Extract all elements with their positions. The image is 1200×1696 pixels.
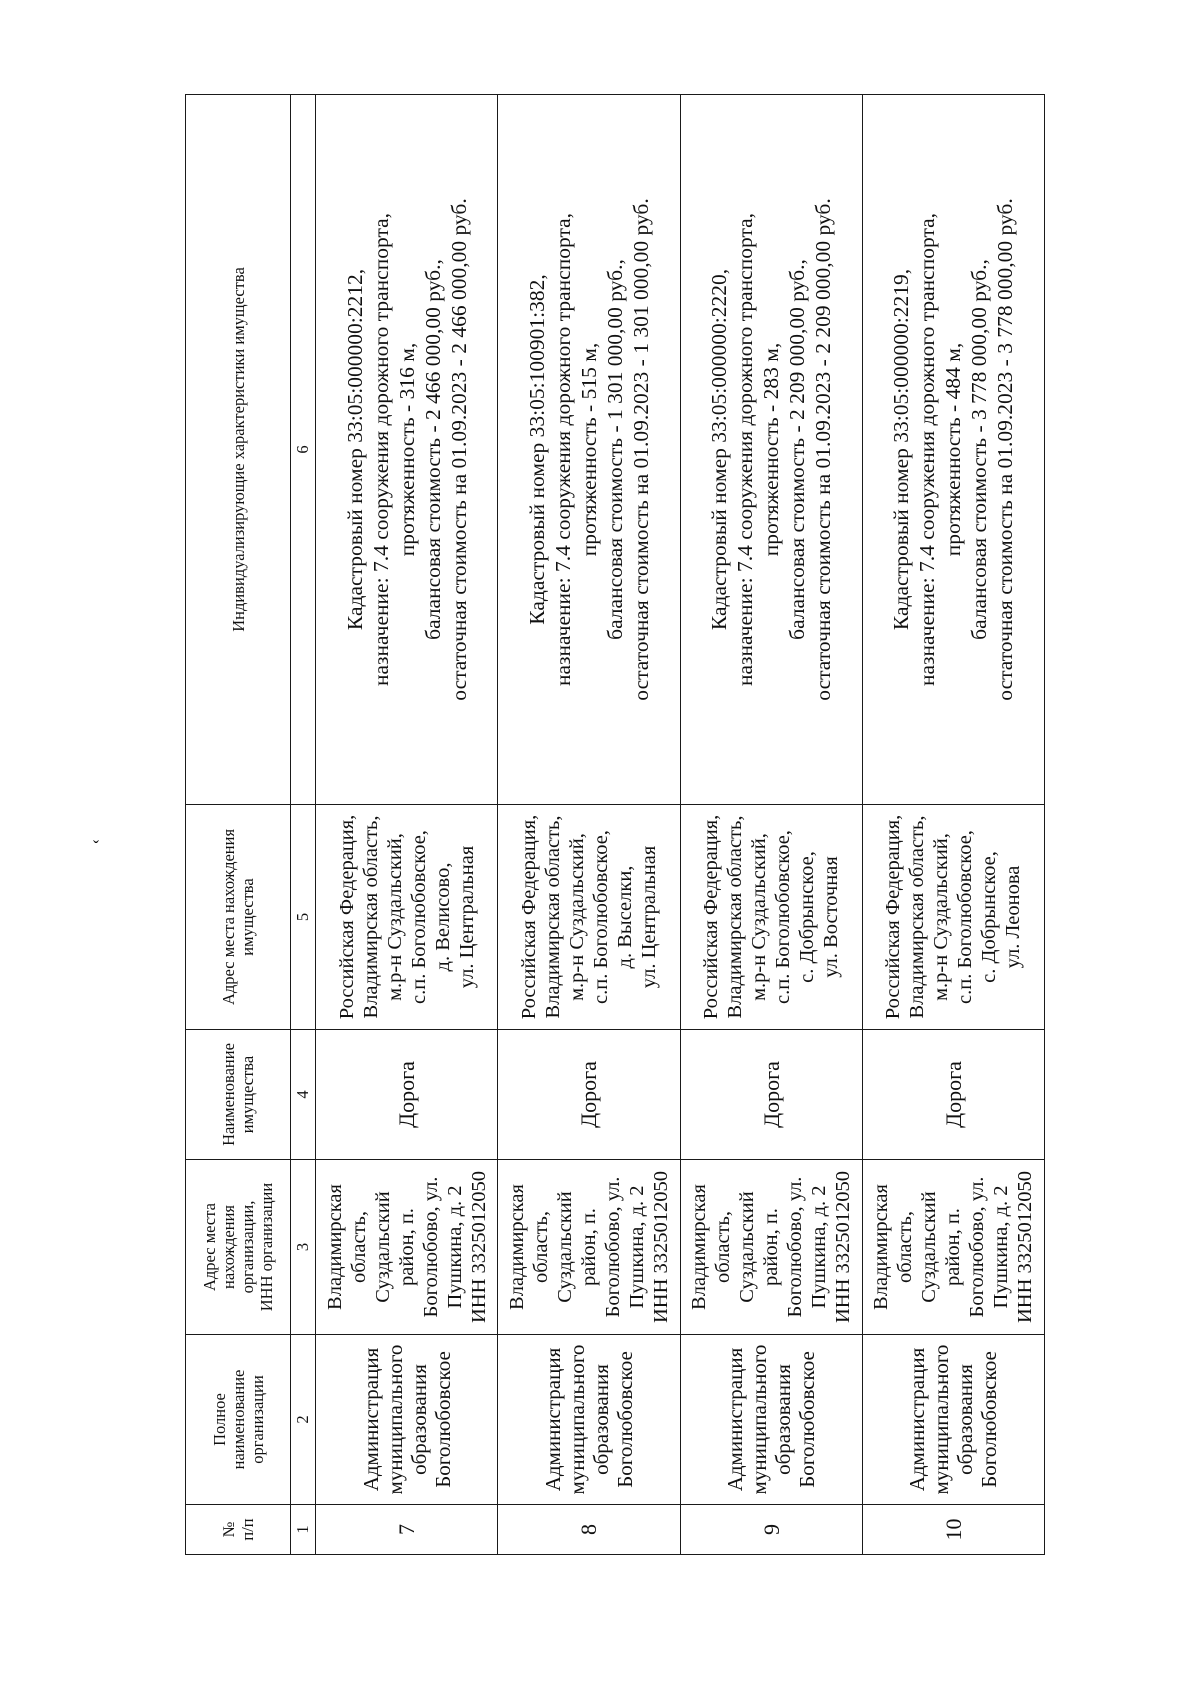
- organization-address: [498, 1160, 680, 1335]
- text-line: Владимирская область,: [724, 815, 747, 1019]
- text-line: Администрация: [358, 1347, 383, 1492]
- text-line: район, п.: [577, 1208, 600, 1286]
- organization-name: [316, 1335, 498, 1505]
- text-line: Владимирская область,: [359, 815, 382, 1019]
- text-line: Кадастровый номер 33:05:000000:2212,: [342, 268, 367, 631]
- text-line: район, п.: [942, 1208, 965, 1286]
- text-line: ул. Центральная: [455, 845, 478, 989]
- text-line: Пушкина, д. 2: [625, 1185, 648, 1309]
- header-cell: [186, 1505, 291, 1555]
- table-row: [680, 95, 862, 1555]
- property-characteristics: [680, 95, 862, 805]
- text-line: Российская Федерация,: [335, 814, 358, 1020]
- text-line: муниципального: [747, 1344, 772, 1495]
- organization-name: [680, 1335, 862, 1505]
- text-line: Суздальский: [918, 1191, 941, 1303]
- text-line: протяженность - 283 м,: [759, 342, 784, 557]
- property-name: Дорога: [862, 1030, 1044, 1160]
- property-address: [316, 805, 498, 1030]
- text-line: Российская Федерация,: [700, 814, 723, 1020]
- text-line: м.р-н Суздальский,: [565, 833, 588, 1001]
- text-line: Пушкина, д. 2: [443, 1185, 466, 1309]
- property-characteristics: [316, 95, 498, 805]
- header-cell: [186, 1335, 291, 1505]
- header-line: Полное: [209, 1393, 229, 1446]
- column-number: 6: [291, 95, 316, 805]
- table-row: [316, 95, 498, 1555]
- text-line: Кадастровый номер 33:05:000000:2220,: [707, 268, 732, 631]
- text-line: назначение: 7.4 сооружения дорожного транспорта,: [915, 212, 940, 687]
- organization-name: [862, 1335, 1044, 1505]
- text-line: ул. Восточная: [820, 856, 843, 978]
- text-line: балансовая стоимость - 2 209 000,00 руб.,: [785, 259, 810, 640]
- text-line: протяженность - 316 м,: [394, 342, 419, 557]
- row-number: 9: [680, 1505, 862, 1555]
- text-line: Владимирская область,: [541, 815, 564, 1019]
- text-line: область,: [894, 1210, 917, 1284]
- text-line: область,: [529, 1210, 552, 1284]
- text-line: с.п. Боголюбовское,: [954, 830, 977, 1004]
- text-line: область,: [347, 1210, 370, 1284]
- text-line: д. Выселки,: [613, 865, 636, 969]
- row-number: 7: [316, 1505, 498, 1555]
- text-line: назначение: 7.4 сооружения дорожного транспорта,: [733, 212, 758, 687]
- text-line: назначение: 7.4 сооружения дорожного транспорта,: [368, 212, 393, 687]
- header-cell: [186, 805, 291, 1030]
- organization-name: [498, 1335, 680, 1505]
- property-address: [680, 805, 862, 1030]
- header-line: Адрес места: [200, 1203, 219, 1291]
- text-line: Боголюбовское: [977, 1351, 1002, 1488]
- text-line: Боголюбово, ул.: [784, 1176, 807, 1318]
- column-number: 5: [291, 805, 316, 1030]
- header-cell: [186, 95, 291, 805]
- text-line: балансовая стоимость - 3 778 000,00 руб.,: [967, 259, 992, 640]
- text-line: Администрация: [723, 1347, 748, 1492]
- header-line: Индивидуализирующие характеристики имущества: [228, 267, 248, 632]
- text-line: остаточная стоимость на 01.09.2023 - 1 301 000,00 руб.: [628, 198, 653, 701]
- text-line: образования: [406, 1364, 431, 1475]
- text-line: Пушкина, д. 2: [808, 1185, 831, 1309]
- property-name: Дорога: [316, 1030, 498, 1160]
- text-line: Кадастровый номер 33:05:100901:382,: [524, 274, 549, 625]
- text-line: Боголюбовское: [612, 1351, 637, 1488]
- text-line: район, п.: [395, 1208, 418, 1286]
- text-line: остаточная стоимость на 01.09.2023 - 2 209 000,00 руб.: [811, 198, 836, 701]
- header-line: Адрес места нахождения: [219, 828, 238, 1006]
- text-line: Боголюбовское: [795, 1351, 820, 1488]
- page-mark: ˇ: [93, 837, 99, 857]
- text-line: протяженность - 515 м,: [576, 342, 601, 557]
- property-name: Дорога: [498, 1030, 680, 1160]
- column-number: 2: [291, 1335, 316, 1505]
- text-line: ул. Центральная: [637, 845, 660, 989]
- property-characteristics: [498, 95, 680, 805]
- text-line: Пушкина, д. 2: [990, 1185, 1013, 1309]
- text-line: муниципального: [564, 1344, 589, 1495]
- header-line: №: [219, 1521, 238, 1538]
- rotated-page-content: [185, 95, 1045, 1555]
- header-cell: [186, 1160, 291, 1335]
- text-line: область,: [712, 1210, 735, 1284]
- text-line: с.п. Боголюбовское,: [407, 830, 430, 1004]
- text-line: м.р-н Суздальский,: [748, 833, 771, 1001]
- text-line: остаточная стоимость на 01.09.2023 - 2 466 000,00 руб.: [446, 198, 471, 701]
- header-line: Наименование: [219, 1043, 238, 1146]
- text-line: Боголюбовское: [430, 1351, 455, 1488]
- property-characteristics: [862, 95, 1044, 805]
- text-line: назначение: 7.4 сооружения дорожного транспорта,: [550, 212, 575, 687]
- header-line: имущества: [238, 878, 257, 956]
- text-line: Суздальский: [371, 1191, 394, 1303]
- text-line: с.п. Боголюбовское,: [772, 830, 795, 1004]
- text-line: ИНН 3325012050: [1014, 1170, 1037, 1324]
- text-line: ул. Леонова: [1002, 865, 1025, 969]
- text-line: образования: [953, 1364, 978, 1475]
- header-line: организации,: [238, 1200, 257, 1294]
- text-line: Владимирская: [870, 1184, 893, 1310]
- text-line: Администрация: [905, 1347, 930, 1492]
- text-line: Администрация: [540, 1347, 565, 1492]
- text-line: Суздальский: [553, 1191, 576, 1303]
- text-line: Российская Федерация,: [882, 814, 905, 1020]
- property-address: [862, 805, 1044, 1030]
- text-line: Владимирская: [505, 1184, 528, 1310]
- table-header-row: [186, 95, 291, 1555]
- property-name: Дорога: [680, 1030, 862, 1160]
- header-line: п/п: [238, 1518, 257, 1541]
- text-line: остаточная стоимость на 01.09.2023 - 3 778 000,00 руб.: [993, 198, 1018, 701]
- text-line: Владимирская область,: [906, 815, 929, 1019]
- text-line: Владимирская: [688, 1184, 711, 1310]
- property-address: [498, 805, 680, 1030]
- property-table: [185, 94, 1045, 1555]
- header-line: наименование: [228, 1369, 248, 1470]
- text-line: балансовая стоимость - 2 466 000,00 руб.,: [420, 259, 445, 640]
- text-line: Владимирская: [323, 1184, 346, 1310]
- organization-address: [862, 1160, 1044, 1335]
- header-line: нахождения: [219, 1205, 238, 1289]
- text-line: Боголюбово, ул.: [601, 1176, 624, 1318]
- header-line: ИНН организации: [257, 1182, 276, 1312]
- column-number: 1: [291, 1505, 316, 1555]
- text-line: м.р-н Суздальский,: [383, 833, 406, 1001]
- text-line: Кадастровый номер 33:05:000000:2219,: [889, 268, 914, 631]
- text-line: образования: [771, 1364, 796, 1475]
- table-row: [862, 95, 1044, 1555]
- header-line: организации: [247, 1375, 267, 1464]
- text-line: муниципального: [382, 1344, 407, 1495]
- text-line: с.п. Боголюбовское,: [589, 830, 612, 1004]
- column-number: 3: [291, 1160, 316, 1335]
- row-number: 10: [862, 1505, 1044, 1555]
- text-line: ИНН 3325012050: [649, 1170, 672, 1324]
- text-line: м.р-н Суздальский,: [930, 833, 953, 1001]
- text-line: образования: [588, 1364, 613, 1475]
- row-number: 8: [498, 1505, 680, 1555]
- text-line: ИНН 3325012050: [467, 1170, 490, 1324]
- text-line: Боголюбово, ул.: [966, 1176, 989, 1318]
- text-line: с. Добрынское,: [796, 851, 819, 983]
- table-row: [498, 95, 680, 1555]
- organization-address: [316, 1160, 498, 1335]
- header-line: имущества: [238, 1055, 257, 1134]
- text-line: муниципального: [929, 1344, 954, 1495]
- text-line: район, п.: [760, 1208, 783, 1286]
- column-number-row: [291, 95, 316, 1555]
- text-line: д. Велисово,: [431, 862, 454, 972]
- column-number: 4: [291, 1030, 316, 1160]
- text-line: протяженность - 484 м,: [941, 342, 966, 557]
- text-line: Российская Федерация,: [517, 814, 540, 1020]
- text-line: с. Добрынское,: [978, 851, 1001, 983]
- header-cell: [186, 1030, 291, 1160]
- organization-address: [680, 1160, 862, 1335]
- text-line: балансовая стоимость - 1 301 000,00 руб.,: [602, 259, 627, 640]
- text-line: Суздальский: [736, 1191, 759, 1303]
- text-line: ИНН 3325012050: [832, 1170, 855, 1324]
- text-line: Боголюбово, ул.: [419, 1176, 442, 1318]
